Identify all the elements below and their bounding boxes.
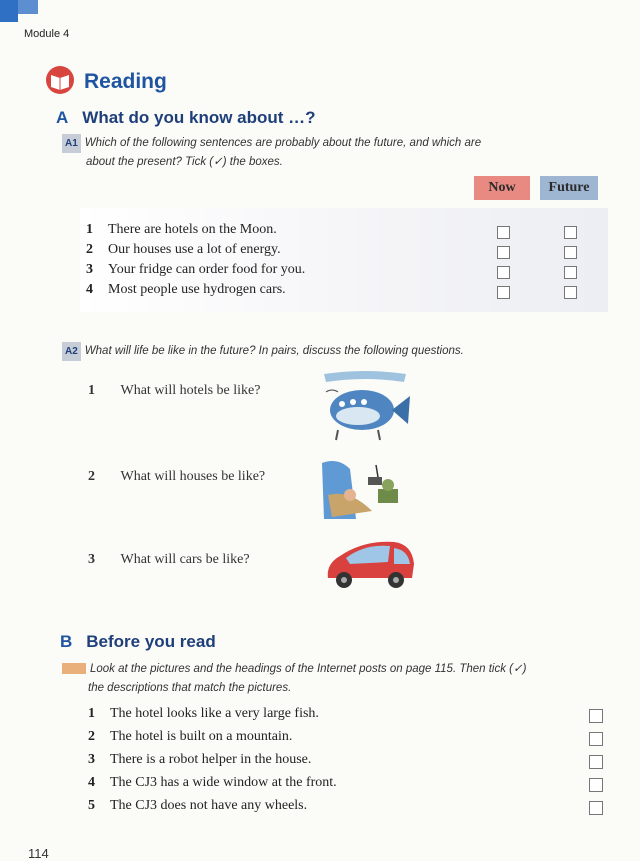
now-checkbox[interactable]: [497, 286, 510, 299]
b-instruction-line1: Look at the pictures and the headings of the Internet posts on page 115. Then tick (✓): [90, 663, 527, 675]
section-b-heading: Before you read: [86, 632, 216, 651]
a1-instruction-line2: about the present? Tick (✓) the boxes.: [86, 156, 283, 168]
future-car-illustration: [324, 534, 418, 590]
list-item: 3 Your fridge can order food for you.: [86, 262, 306, 277]
match-checkbox[interactable]: [589, 709, 603, 723]
future-checkbox[interactable]: [564, 246, 577, 259]
question-item: 3 What will cars be like?: [88, 552, 250, 567]
section-b-letter: B: [60, 632, 73, 651]
page-number: 114: [28, 846, 49, 861]
a1-instruction: [62, 134, 622, 172]
fish-hotel-illustration: [318, 368, 412, 442]
a2-instruction: [62, 342, 622, 361]
now-checkbox[interactable]: [497, 226, 510, 239]
now-column-header: Now: [474, 176, 530, 200]
list-item: 1 There are hotels on the Moon.: [86, 222, 277, 237]
robot-house-illustration: [320, 455, 412, 523]
match-checkbox[interactable]: [589, 801, 603, 815]
list-item: 5 The CJ3 does not have any wheels.: [88, 798, 308, 813]
list-item: 1 The hotel looks like a very large fish.: [88, 706, 319, 721]
a2-instruction-text: What will life be like in the future? In pairs, discuss the following questions.: [84, 345, 464, 357]
section-a-title: [56, 108, 316, 128]
section-a-heading: What do you know about …?: [82, 108, 316, 127]
now-checkbox[interactable]: [497, 266, 510, 279]
book-icon: [44, 64, 80, 96]
section-b-title: [60, 632, 216, 652]
now-checkbox[interactable]: [497, 246, 510, 259]
match-checkbox[interactable]: [589, 755, 603, 769]
match-checkbox[interactable]: [589, 732, 603, 746]
list-item: 3 There is a robot helper in the house.: [88, 752, 312, 767]
list-item: 4 The CJ3 has a wide window at the front.: [88, 775, 337, 790]
future-column-header: Future: [540, 176, 598, 200]
future-checkbox[interactable]: [564, 226, 577, 239]
list-item: 2 Our houses use a lot of energy.: [86, 242, 281, 257]
future-checkbox[interactable]: [564, 266, 577, 279]
b-tag: [62, 663, 86, 674]
list-item: 4 Most people use hydrogen cars.: [86, 282, 286, 297]
question-item: 1 What will hotels be like?: [88, 383, 261, 398]
match-checkbox[interactable]: [589, 778, 603, 792]
question-item: 2 What will houses be like?: [88, 469, 266, 484]
list-item: 2 The hotel is built on a mountain.: [88, 729, 293, 744]
module-label: Module 4: [24, 28, 70, 40]
corner-decoration-dark: [0, 0, 18, 22]
a1-instruction-line1: Which of the following sentences are probably about the future, and which are: [84, 137, 482, 149]
a1-tag: A1: [62, 134, 81, 153]
b-instruction: [62, 660, 622, 698]
reading-title: Reading: [84, 70, 167, 93]
section-a-letter: A: [56, 108, 69, 127]
b-instruction-line2: the descriptions that match the pictures.: [88, 682, 292, 694]
a2-tag: A2: [62, 342, 81, 361]
future-checkbox[interactable]: [564, 286, 577, 299]
